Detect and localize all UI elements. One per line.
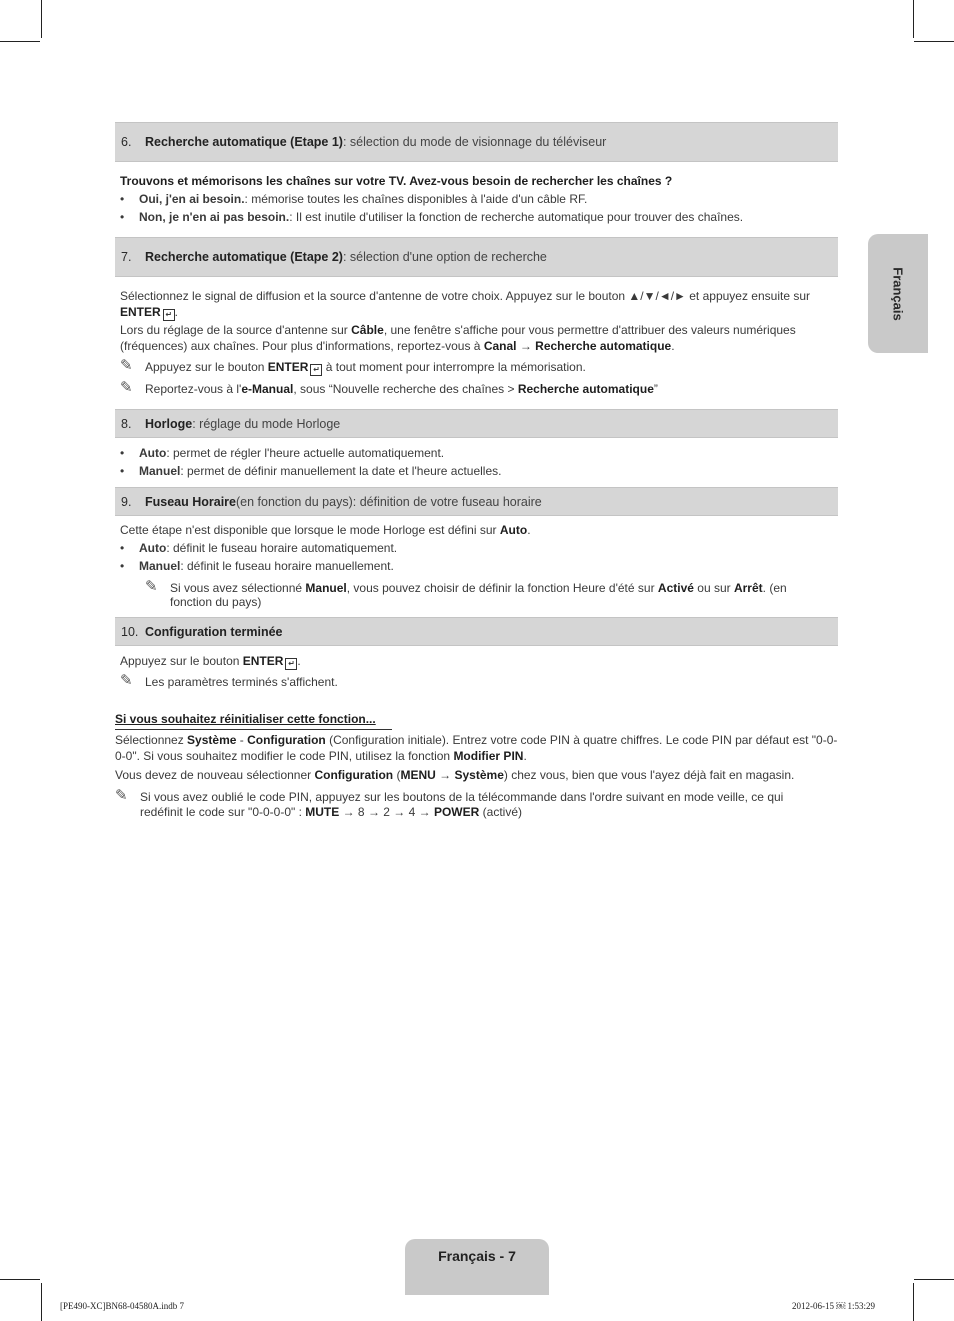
paragraph: Lors du réglage de la source d'antenne sur Câble, une fenêtre s'affiche pour vous permettre d'attribuer des valeurs numériques — [120, 323, 796, 337]
bullet-icon: • — [120, 541, 125, 555]
section-subtitle: : réglage du mode Horloge — [192, 416, 341, 431]
note: Reportez-vous à l'e-Manual, sous “Nouvelle recherche des chaînes > Recherche automatique” — [145, 382, 658, 396]
bullet-icon: • — [120, 210, 125, 224]
crop-mark — [913, 0, 914, 38]
paragraph: Vous devez de nouveau sélectionner Configuration (MENU → Système) chez vous, bien que vous l'ayez déjà fait en magasin. — [115, 768, 795, 782]
section-title: Horloge — [145, 416, 193, 431]
section-title: Fuseau Horaire — [145, 494, 237, 509]
paragraph: ENTER ↵ . — [120, 305, 179, 319]
bullet-icon: • — [120, 446, 125, 460]
paragraph: Cette étape n'est disponible que lorsque le mode Horloge est défini sur Auto. — [120, 523, 531, 537]
crop-mark — [914, 41, 954, 42]
language-side-tab-label: Français — [890, 266, 906, 321]
note-icon: ✎ — [115, 787, 128, 804]
language-side-tab — [868, 234, 928, 353]
section-8-header — [115, 409, 838, 438]
paragraph: Appuyez sur le bouton ENTER ↵ . — [120, 654, 301, 668]
crop-mark — [0, 1279, 40, 1280]
section-number: 9. — [121, 494, 132, 509]
crop-mark — [914, 1279, 954, 1280]
section-subtitle: : sélection d'une option de recherche — [342, 250, 547, 264]
section-7-header — [115, 237, 838, 277]
paragraph: Sélectionnez le signal de diffusion et la source d'antenne de votre choix. Appuyez sur le bouton ▲/▼/◄/► et appuyez ensuite sur — [120, 289, 810, 303]
crop-mark — [41, 1283, 42, 1321]
page-number-tab — [405, 1239, 549, 1295]
list-item: • Manuel: définit le fuseau horaire manuellement. — [120, 559, 394, 573]
imprint-file: [PE490-XC]BN68-04580A.indb 7 — [60, 1301, 184, 1311]
section-title: Recherche automatique (Etape 2) — [145, 250, 343, 264]
enter-icon: ↵ — [285, 658, 297, 670]
crop-mark — [0, 41, 40, 42]
enter-icon: ↵ — [163, 309, 175, 321]
crop-mark — [41, 0, 42, 38]
section-subtitle: (en fonction du pays): définition de votre fuseau horaire — [236, 494, 542, 509]
section-10-header — [115, 617, 838, 646]
note-icon: ✎ — [145, 578, 158, 595]
section-title: Recherche automatique (Etape 1) — [145, 135, 343, 149]
note-continued: fonction du pays) — [170, 595, 262, 609]
page-number: Français - 7 — [438, 1248, 516, 1264]
section-6-header — [115, 122, 838, 162]
section-9-header — [115, 487, 838, 516]
note-continued: redéfinit le code sur "0-0-0-0" : MUTE → 8 → 2 → 4 → POWER (activé) — [140, 805, 522, 819]
list-item: • Auto: définit le fuseau horaire automatiquement. — [120, 541, 398, 555]
note: Les paramètres terminés s'affichent. — [145, 675, 338, 689]
imprint-date: 2012-06-15 ￼ 1:53:29 — [792, 1301, 875, 1311]
bullet-icon: • — [120, 192, 125, 206]
list-item: • Non, je n'en ai pas besoin.: Il est inutile d'utiliser la fonction de recherche automatique pour trouver des chaînes. — [120, 210, 744, 224]
note-icon: ✎ — [120, 379, 133, 396]
crop-mark — [913, 1283, 914, 1321]
bullet-icon: • — [120, 559, 125, 573]
section-number: 6. — [121, 135, 132, 149]
section-number: 10. — [121, 624, 139, 639]
paragraph: Sélectionnez Système - Configuration (Configuration initiale). Entrez votre code PIN à quatre chiffres. Le code PIN par défaut est "0-0- — [115, 733, 838, 747]
note: Si vous avez oublié le code PIN, appuyez sur les boutons de la télécommande dans l'ordre suivant en mode veille, ce qui — [140, 790, 784, 804]
section-title: Configuration terminée — [145, 624, 283, 639]
heading-underline — [115, 729, 392, 730]
paragraph: 0-0". Si vous souhaitez modifier le code PIN, utilisez la fonction Modifier PIN. — [115, 749, 527, 763]
note-icon: ✎ — [120, 672, 133, 689]
enter-icon: ↵ — [310, 364, 322, 376]
list-item: • Auto: permet de régler l'heure actuelle automatiquement. — [120, 446, 445, 460]
section-6-question: Trouvons et mémorisons les chaînes sur votre TV. Avez-vous besoin de rechercher les chaînes ? — [120, 174, 673, 188]
list-item: • Manuel: permet de définir manuellement la date et l'heure actuelles. — [120, 464, 502, 478]
section-subtitle: : sélection du mode de visionnage du téléviseur — [342, 135, 607, 149]
paragraph: (fréquences) aux chaînes. Pour plus d'informations, reportez-vous à Canal → Recherche automatique. — [120, 339, 675, 353]
reset-heading: Si vous souhaitez réinitialiser cette fonction... — [115, 712, 376, 726]
bullet-icon: • — [120, 464, 125, 478]
section-number: 8. — [121, 416, 132, 431]
note: Si vous avez sélectionné Manuel, vous pouvez choisir de définir la fonction Heure d'été sur Activé ou sur Arrêt. (en — [170, 581, 787, 595]
list-item: • Oui, j'en ai besoin.: mémorise toutes les chaînes disponibles à l'aide d'un câble RF. — [120, 192, 588, 206]
note: Appuyez sur le bouton ENTER ↵ à tout moment pour interrompre la mémorisation. — [145, 360, 586, 374]
section-number: 7. — [121, 250, 132, 264]
note-icon: ✎ — [120, 357, 133, 374]
